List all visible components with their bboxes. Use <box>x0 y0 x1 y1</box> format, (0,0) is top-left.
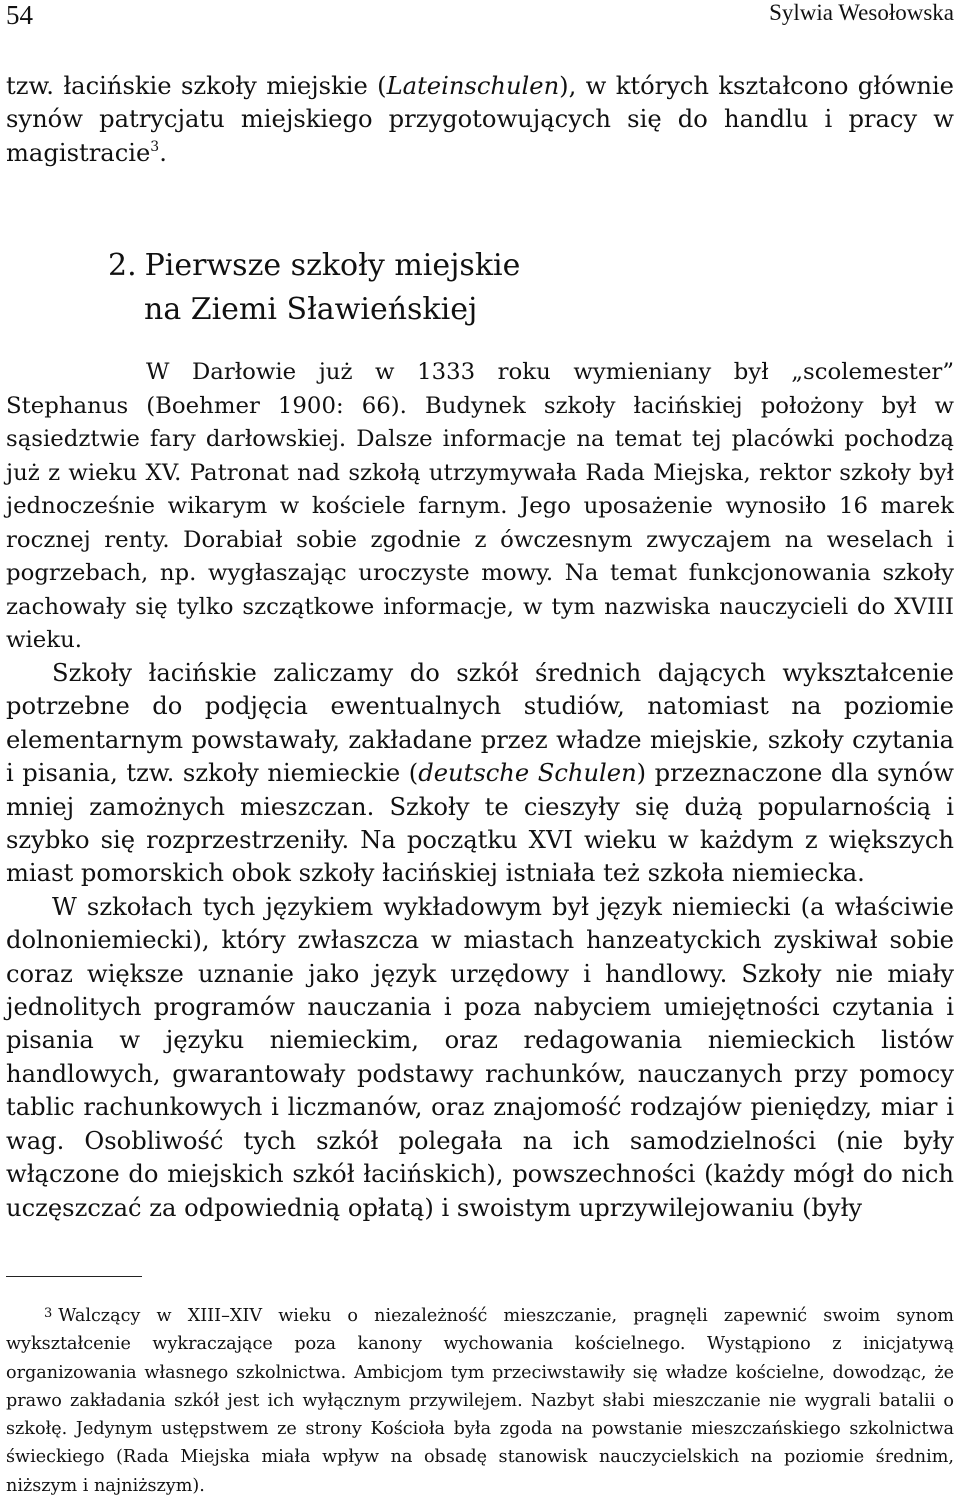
footnote-3 <box>6 1300 954 1500</box>
paragraph-2-start: Szkoły łacińskie zaliczamy do szkół średnich dających wykształcenie potrzebne do podjęcia ewentualnych studiów, natomiast na poziomie elementarnym powstawały, zakładane przez władze miejskie, szkoły czytania i pisania, tzw. szkoły niemieckie ( <box>6 659 954 788</box>
page-number: 54 <box>6 0 33 30</box>
intro-text-start: tzw. łacińskie szkoły miejskie ( <box>6 72 387 100</box>
footnote-separator <box>6 1276 142 1277</box>
section-first-paragraph <box>6 356 954 658</box>
main-text <box>6 657 954 1225</box>
footnote-number: 3 <box>44 1306 53 1321</box>
intro-paragraph <box>6 70 954 170</box>
intro-text-end: . <box>159 138 167 167</box>
section-title-line1: Pierwsze szkoły miejskie <box>144 248 521 283</box>
section-title-line2: na Ziemi Sławieńskiej <box>144 292 478 327</box>
footnote-text: Walczący w XIII–XIV wieku o niezależność mieszczanie, pragnęli zapewnić swoim synom wykształcenie wykraczające poza kanony wychowania kościelnego. Wystąpiono z inicjatywą organizowania własnego szkolnictwa. Ambicjom tym przeciwstawiły się władze kościelne, dowodząc, że prawo zakładania szkół jest ich wyłącznym przywilejem. Nazbyt słabi mieszczanie nie wygrali batalii o szkołę. Jedynym ustępstwem ze strony Kościoła była zgoda na powstanie mieszczańskiego szkolnictwa świeckiego (Rada Miejska miała wpływ na obsadę stanowisk nauczycielskich na poziomie średnim, niższym i najniższym). <box>6 1306 954 1496</box>
section-number: 2. <box>108 248 137 283</box>
paragraph-2-end: ) przeznaczone dla synów mniej zamożnych mieszczan. Szkoły te cieszyły się dużą popularnością i szybko się rozprzestrzeniły. Na początku XVI wieku w każdym z większych miast pomorskich obok szkoły łacińskiej istniała też szkoła niemiecka. <box>6 759 954 888</box>
author-name: Sylwia Wesołowska <box>769 0 954 25</box>
paragraph-3: W szkołach tych językiem wykładowym był język niemiecki (a właściwie dolnoniemiecki), który zwłaszcza w miastach hanzeatyckich zyskiwał sobie coraz większe uznanie jako język urzędowy i handlowy. Szkoły nie miały jednolitych programów nauczania i poza nabyciem umiejętności czytania i pisania w języku niemieckim, oraz redagowania niemieckich listów handlowych, gwarantowały podstawy rachunków, nauczanych przy pomocy tablic rachunkowych i liczmanów, oraz znajomość rodzajów pieniędzy, miar i wag. Osobliwość tych szkół polegała na ich samodzielności (nie były włączone do miejskich szkół łacińskich), powszechności (każdy mógł do nich uczęszczać za odpowiednią opłatą) i swoistym uprzywilejowaniu (były <box>6 892 954 1222</box>
intro-italic-term: Lateinschulen <box>386 72 560 100</box>
footnotes <box>6 1300 954 1500</box>
intro-text-continued: ), w których kształcono głównie synów patrycjatu miejskiego przygotowujących się do handlu i pracy w magistracie <box>6 72 954 167</box>
paragraph-2 <box>6 657 954 891</box>
footnote-reference[interactable]: 3 <box>150 138 160 155</box>
section-heading <box>108 244 868 332</box>
section-body-text: W Darłowie już w 1333 roku wymieniany był „scolemester” Stephanus (Boehmer 1900: 66). Budynek szkoły łacińskiej położony był w sąsiedztwie fary darłowskiej. Dalsze informacje na temat tej placówki pochodzą już z wieku XV. Patronat nad szkołą utrzymywała Rada Miejska, rektor szkoły był jednocześnie wikarym w kościele farnym. Jego uposażenie wynosiło 16 marek rocznej renty. Dorabiał sobie zgodnie z ówczesnym zwyczajem na weselach i pogrzebach, np. wygłaszając uroczyste mowy. Na temat funkcjonowania szkoły zachowały się tylko szczątkowe informacje, w tym nazwiska nauczycieli do XVIII wieku. <box>6 359 954 653</box>
paragraph-2-italic-term: deutsche Schulen <box>418 759 637 788</box>
running-header <box>6 0 954 36</box>
